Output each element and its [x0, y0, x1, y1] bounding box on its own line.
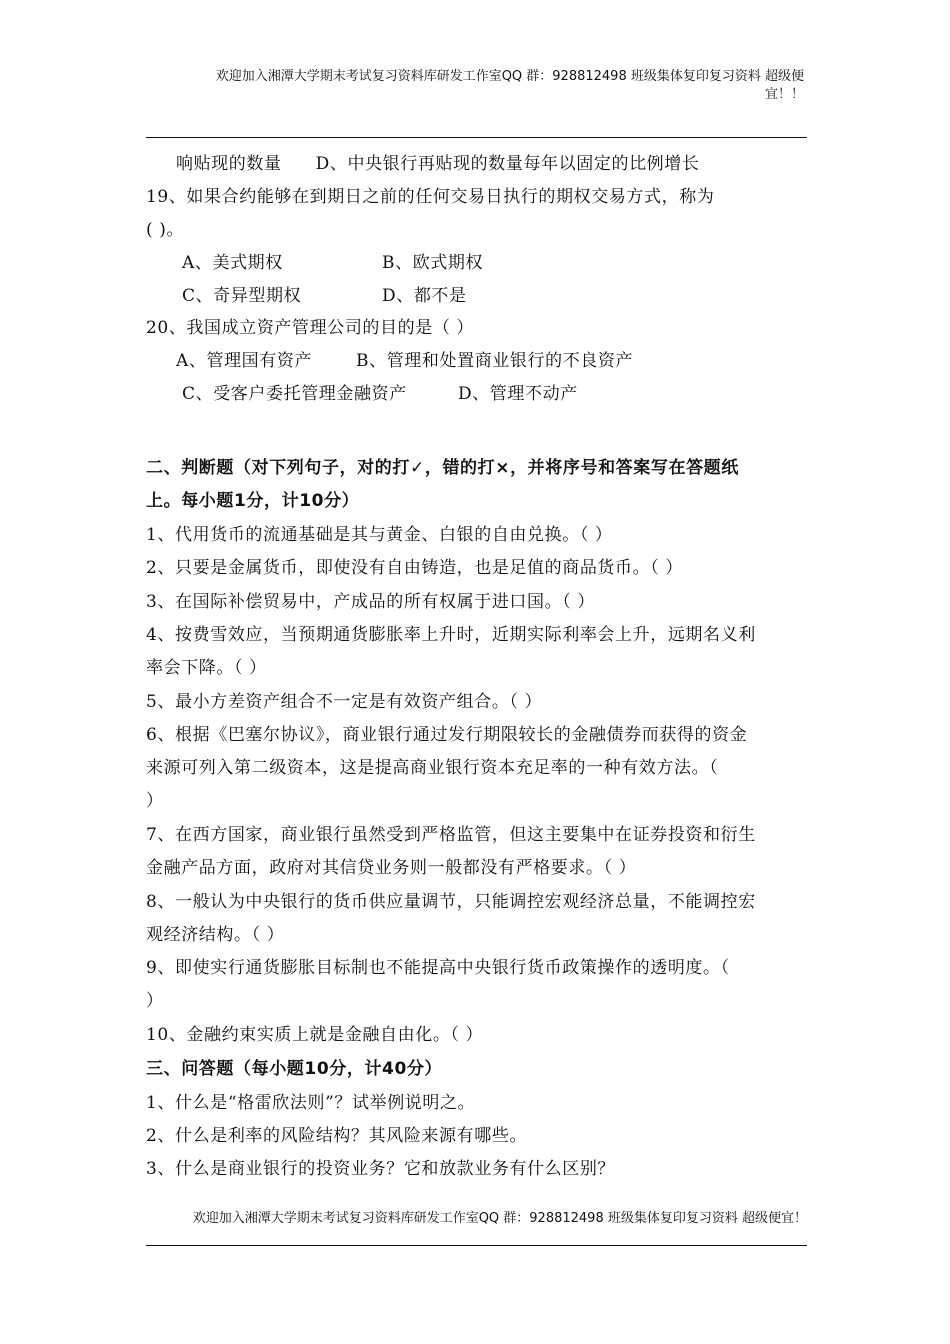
section2-title-line1: 二、判断题（对下列句子，对的打✓，错的打×，并将序号和答案写在答题纸 — [146, 458, 739, 478]
s3-question-1: 1、什么是“格雷欣法则”？试举例说明之。 — [146, 1093, 476, 1113]
q18-part2: D、中央银行再贴现的数量每年以固定的比例增长 — [315, 154, 700, 174]
q19-option-b: B、欧式期权 — [382, 253, 484, 273]
s2-line-13: 观经济结构。（ ） — [146, 925, 285, 945]
q19-stem: 19、如果合约能够在到期日之前的任何交易日执行的期权交易方式，称为 — [146, 187, 715, 207]
header-text-line1: 欢迎加入湘潭大学期末考试复习资料库研发工作室QQ 群：928812498 班级集体复印复习资料 超级便 — [215, 69, 804, 84]
q20-option-b: B、管理和处置商业银行的不良资产 — [356, 351, 634, 371]
s2-line-8: 来源可列入第二级资本，这是提高商业银行资本充足率的一种有效方法。（ — [146, 758, 719, 778]
q19-option-a: A、美式期权 — [182, 253, 283, 273]
q20-options-row2 — [182, 383, 578, 405]
s2-line-1: 1、代用货币的流通基础是其与黄金、白银的自由兑换。（ ） — [146, 525, 613, 545]
s2-line-2: 2、只要是金属货币，即使没有自由铸造，也是足值的商品货币。（ ） — [146, 558, 683, 578]
q19-options-row1 — [182, 252, 483, 274]
s2-line-4: 4、按费雪效应，当预期通货膨胀率上升时，近期实际利率会上升，远期名义利 — [146, 625, 756, 645]
q20-options-row1 — [176, 350, 633, 372]
s3-question-3: 3、什么是商业银行的投资业务？它和放款业务有什么区别？ — [146, 1159, 616, 1179]
q18-part1: 响贴现的数量 — [176, 154, 282, 174]
q19-options-row2 — [182, 285, 467, 307]
q19-option-d: D、都不是 — [382, 286, 467, 306]
s2-line-3: 3、在国际补偿贸易中，产成品的所有权属于进口国。（ ） — [146, 592, 595, 612]
q20-option-d: D、管理不动产 — [458, 384, 578, 404]
s2-line-12: 8、一般认为中央银行的货币供应量调节，只能调控宏观经济总量，不能调控宏 — [146, 892, 756, 912]
s2-line-6: 5、最小方差资产组合不一定是有效资产组合。（ ） — [146, 692, 543, 712]
q20-option-c: C、受客户委托管理金融资产 — [182, 384, 407, 404]
q18-tail — [176, 153, 699, 175]
q19-option-c: C、奇异型期权 — [182, 286, 302, 306]
s2-line-7: 6、根据《巴塞尔协议》，商业银行通过发行期限较长的金融债券而获得的资金 — [146, 725, 748, 745]
s2-line-11: 金融产品方面，政府对其信贷业务则一般都没有严格要求。（ ） — [146, 858, 637, 878]
s2-line-9: ） — [146, 791, 164, 811]
s2-line-14: 9、即使实行通货膨胀目标制也不能提高中央银行货币政策操作的透明度。（ — [146, 958, 730, 978]
footer-rule — [146, 1245, 807, 1246]
q19-blank: ( )。 — [146, 220, 185, 240]
q20-option-a: A、管理国有资产 — [176, 351, 313, 371]
section2-title-line2: 上。每小题1分，计10分） — [146, 491, 360, 511]
s2-line-10: 7、在西方国家，商业银行虽然受到严格监管，但这主要集中在证券投资和衍生 — [146, 825, 756, 845]
section3-title: 三、问答题（每小题10分，计40分） — [146, 1059, 443, 1079]
s2-line-5: 率会下降。（ ） — [146, 658, 267, 678]
page-footer: 欢迎加入湘潭大学期末考试复习资料库研发工作室QQ 群：928812498 班级集体复印复习资料 超级便宜！ — [192, 1211, 807, 1226]
s2-line-16: 10、金融约束实质上就是金融自由化。（ ） — [146, 1025, 484, 1045]
q20-stem: 20、我国成立资产管理公司的目的是（ ） — [146, 318, 475, 338]
header-text-line2: 宜！！ — [764, 87, 804, 102]
s3-question-2: 2、什么是利率的风险结构？其风险来源有哪些。 — [146, 1126, 528, 1146]
page-header — [124, 68, 804, 104]
s2-line-15: ） — [146, 991, 164, 1011]
header-rule — [146, 137, 807, 138]
